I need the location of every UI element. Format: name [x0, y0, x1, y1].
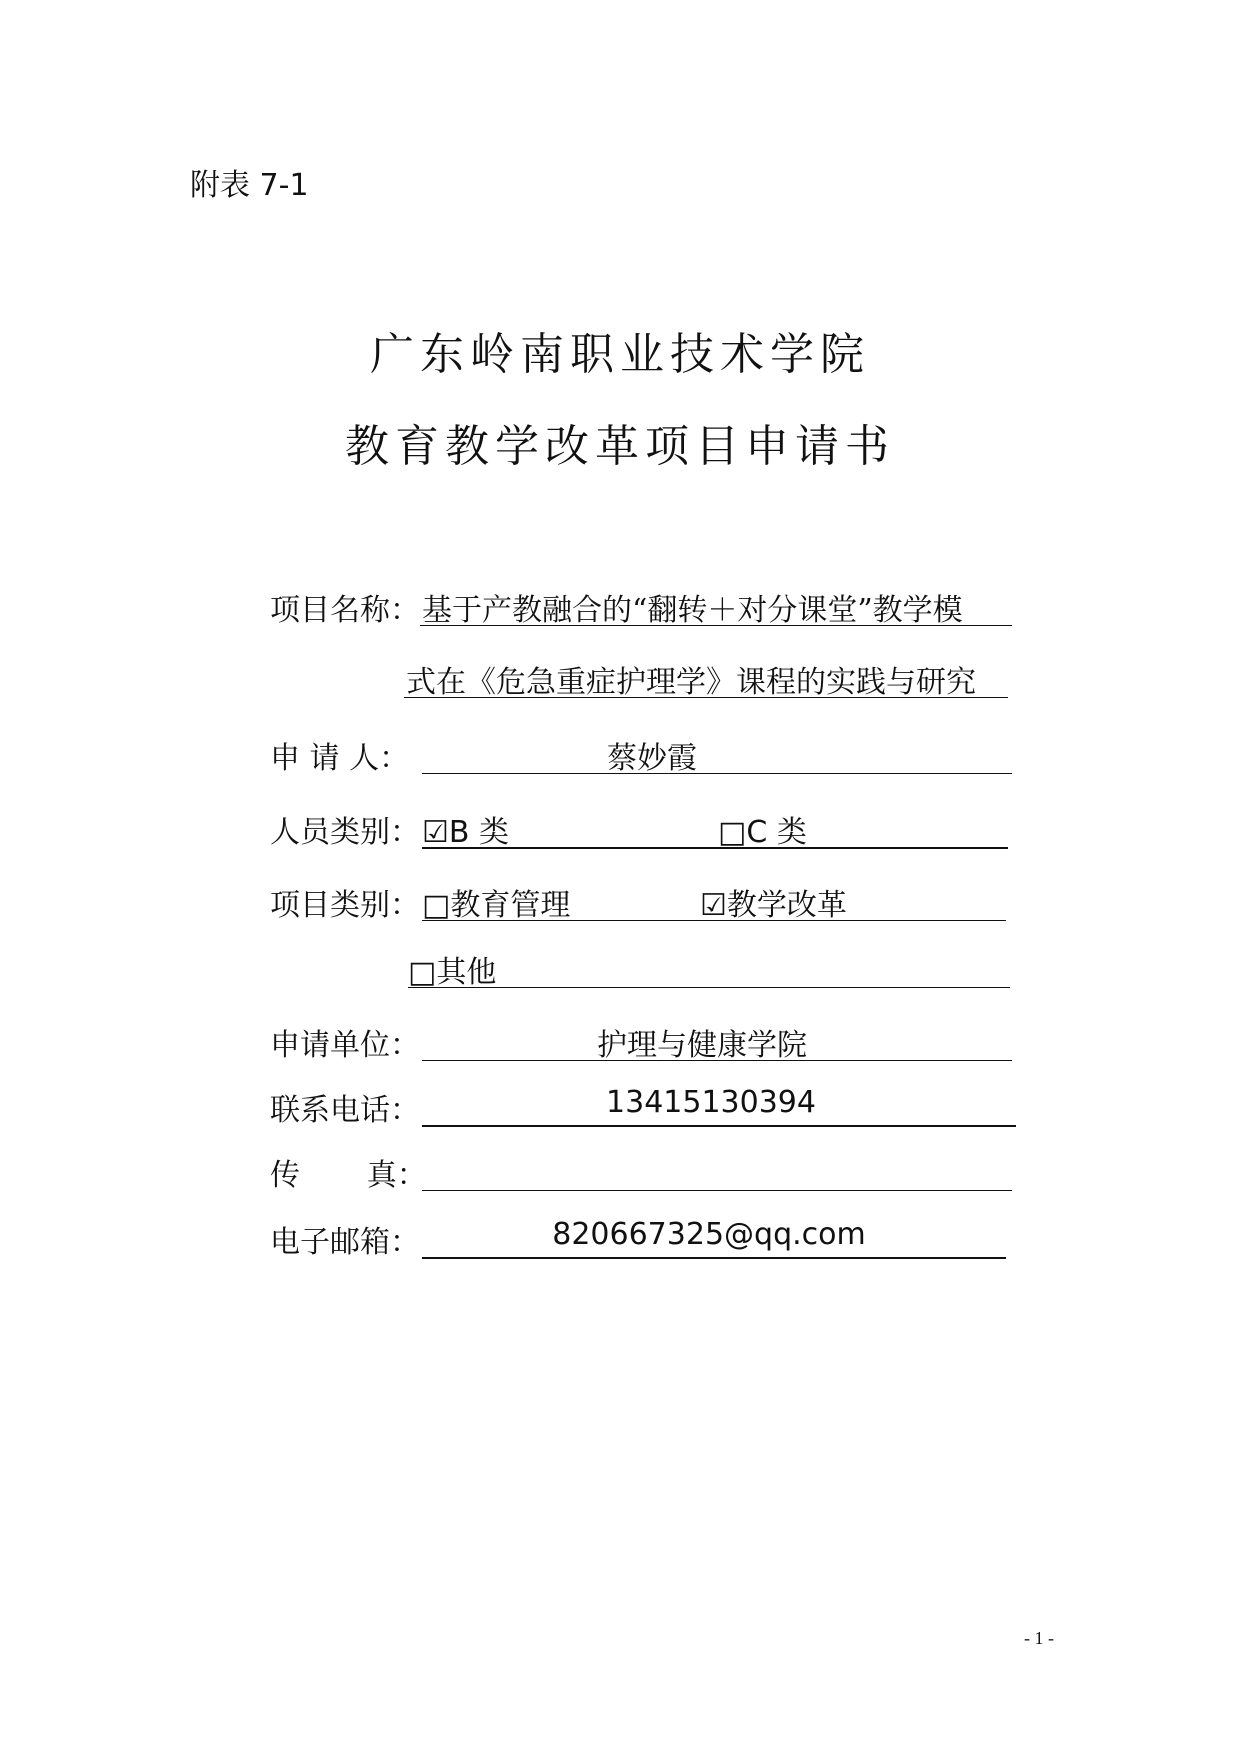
option-education-management[interactable]	[422, 880, 570, 924]
option-b-label: B 类	[448, 815, 510, 850]
title-institution: 广东岭南职业技术学院	[370, 329, 870, 380]
personnel-category-underline	[422, 807, 1008, 849]
checkbox-unchecked-icon[interactable]: □	[408, 955, 437, 990]
project-name-line1: 基于产教融合的“翻转＋对分课堂”教学模	[422, 593, 963, 628]
option-teaching-reform-label: 教学改革	[726, 888, 847, 923]
checkbox-unchecked-icon[interactable]: □	[422, 888, 451, 923]
checkbox-checked-icon[interactable]: ☑	[700, 888, 727, 923]
checkbox-unchecked-icon[interactable]: □	[718, 815, 747, 850]
appendix-label: 附表 7-1	[190, 168, 309, 203]
fax-row	[270, 1150, 1030, 1194]
project-name-row2	[270, 657, 1030, 701]
email-label: 电子邮箱：	[270, 1225, 420, 1260]
unit-value: 护理与健康学院	[597, 1028, 807, 1063]
email-value: 820667325@qq.com	[552, 1217, 866, 1252]
title-document: 教育教学改革项目申请书	[345, 421, 895, 472]
page-number: - 1 -	[1024, 1628, 1054, 1648]
project-category-row	[270, 880, 1030, 924]
project-category-label: 项目类别：	[270, 888, 420, 923]
applicant-value: 蔡妙霞	[607, 741, 697, 776]
applicant-row	[270, 733, 1030, 777]
personnel-category-label: 人员类别：	[270, 815, 420, 850]
project-category-row2	[270, 947, 1030, 991]
project-name-label: 项目名称：	[270, 593, 420, 628]
option-teaching-reform[interactable]	[700, 880, 847, 924]
option-c[interactable]	[718, 807, 807, 851]
fax-underline	[422, 1150, 1012, 1191]
checkbox-checked-icon[interactable]: ☑	[422, 815, 449, 850]
unit-row	[270, 1020, 1030, 1064]
phone-value: 13415130394	[606, 1085, 816, 1120]
option-b[interactable]	[422, 807, 509, 851]
personnel-category-row	[270, 807, 1030, 851]
option-education-management-label: 教育管理	[450, 888, 571, 923]
fax-label: 传 真：	[270, 1158, 427, 1193]
unit-label: 申请单位：	[270, 1028, 420, 1063]
email-row	[270, 1217, 1030, 1261]
project-name-row	[270, 585, 1030, 629]
option-c-label: C 类	[746, 815, 807, 850]
option-other[interactable]	[408, 947, 496, 991]
project-category-underline-2	[408, 947, 1010, 988]
phone-row	[270, 1085, 1030, 1129]
project-name-line2: 式在《危急重症护理学》课程的实践与研究	[406, 665, 976, 700]
option-other-label: 其他	[436, 955, 497, 990]
phone-label: 联系电话：	[270, 1093, 420, 1128]
applicant-label: 申 请 人：	[270, 741, 410, 776]
